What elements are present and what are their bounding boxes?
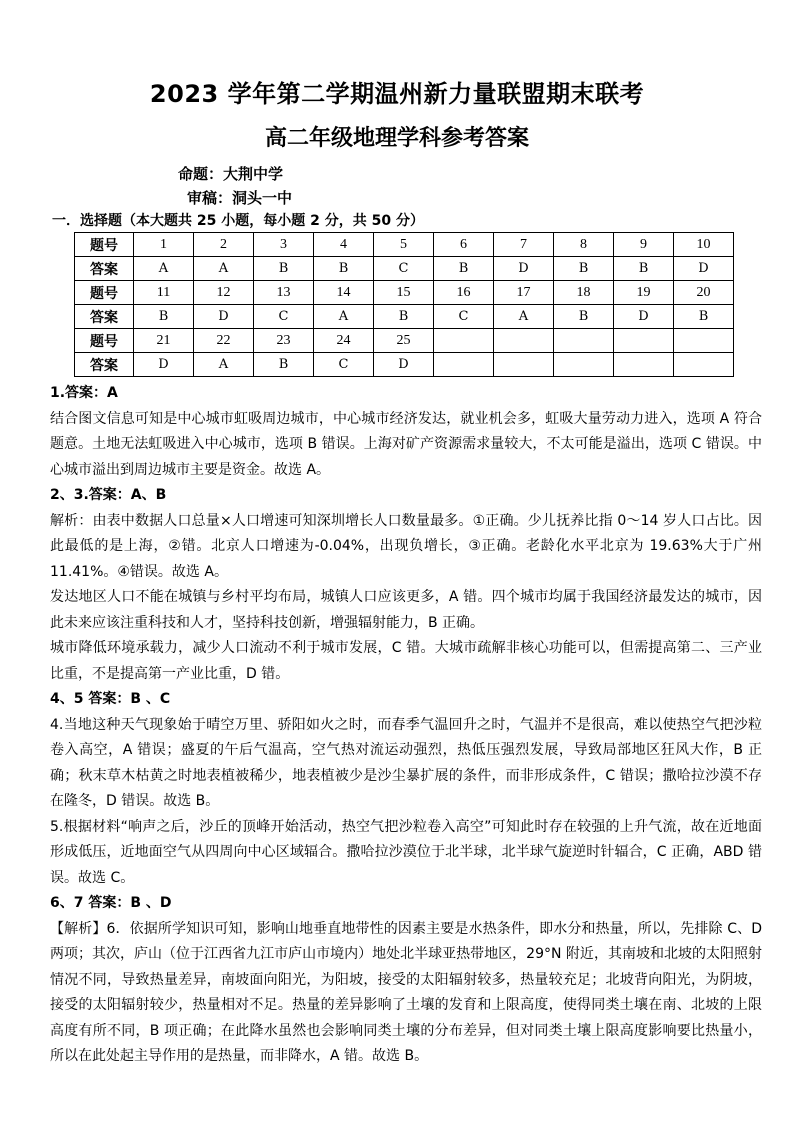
answer-cell: A <box>194 257 254 281</box>
answer-cell: D <box>614 305 674 329</box>
answer-cell: A <box>494 305 554 329</box>
question-number-cell: 9 <box>614 233 674 257</box>
answer-cell: D <box>194 305 254 329</box>
answer-cell <box>434 353 494 377</box>
question-number-row <box>75 233 734 257</box>
question-number-cell: 13 <box>254 281 314 305</box>
question-number-cell: 3 <box>254 233 314 257</box>
document-subtitle: 高二年级地理学科参考答案 <box>264 126 529 151</box>
q1-explanation: 结合图文信息可知是中心城市虹吸周边城市，中心城市经济发达，就业机会多，虹吸大量劳动力进入，选项 A 符合题意。土地无法虹吸进入中心城市，选项 B 错误。上海对矿产资源需求量较大，不太可能是溢出，选项 C 错误。中心城市溢出到周边城市主要是资金。故选 A。 <box>50 410 762 478</box>
question-number-cell: 22 <box>194 329 254 353</box>
answer-cell <box>614 353 674 377</box>
answer-cell: B <box>554 257 614 281</box>
document-title: 2023 学年第二学期温州新力量联盟期末联考 <box>149 80 645 108</box>
question-number-cell: 8 <box>554 233 614 257</box>
answer-cell: A <box>314 305 374 329</box>
question-number-cell: 10 <box>674 233 734 257</box>
answer-cell: B <box>254 257 314 281</box>
row-label-number: 题号 <box>75 281 134 305</box>
question-number-cell <box>554 329 614 353</box>
q4-explanation: 4.当地这种天气现象始于晴空万里、骄阳如火之时，而春季气温回升之时，气温并不是很高，难以使热空气把沙粒卷入高空，A 错误；盛夏的午后气温高，空气热对流运动强烈，热低压强烈发展，导致局部地区狂风大作，B 正确；秋末草木枯黄之时地表植被稀少，地表植被少是沙尘暴扩展的条件，而非形成条件，C 错误；撒哈拉沙漠不存在隆冬，D 错误。故选 B。 <box>50 716 762 809</box>
question-number-cell: 12 <box>194 281 254 305</box>
answer-cell: B <box>614 257 674 281</box>
q4-5-answer-heading: 4、5 答案：B 、C <box>50 691 171 707</box>
answer-table <box>74 232 734 377</box>
row-label-answer: 答案 <box>75 257 134 281</box>
answer-cell: D <box>374 353 434 377</box>
question-number-cell: 20 <box>674 281 734 305</box>
answer-cell: B <box>134 305 194 329</box>
question-number-cell: 18 <box>554 281 614 305</box>
question-number-cell: 2 <box>194 233 254 257</box>
answer-cell: C <box>254 305 314 329</box>
answer-row <box>75 305 734 329</box>
q6-7-answer-heading: 6、7 答案：B 、D <box>50 895 172 911</box>
question-number-cell: 5 <box>374 233 434 257</box>
row-label-number: 题号 <box>75 233 134 257</box>
author-line: 命题：大荆中学 <box>178 165 284 183</box>
answer-cell: B <box>674 305 734 329</box>
row-label-answer: 答案 <box>75 305 134 329</box>
question-number-cell: 11 <box>134 281 194 305</box>
q2-3-explanation-1: 解析：由表中数据人口总量×人口增速可知深圳增长人口数量最多。①正确。少儿抚养比指 0～14 岁人口占比。因此最低的是上海，②错。北京人口增速为-0.04%，出现负增长，③正确。老龄化水平北京为 19.63%大于广州 11.41%。④错误。故选 A。 <box>50 512 762 580</box>
q2-3-explanation-3: 城市降低环境承载力，减少人口流动不利于城市发展，C 错。大城市疏解非核心功能可以，但需提高第二、三产业比重，不是提高第一产业比重，D 错。 <box>50 640 762 682</box>
question-number-cell <box>434 329 494 353</box>
row-label-number: 题号 <box>75 329 134 353</box>
question-number-cell <box>674 329 734 353</box>
question-number-row <box>75 329 734 353</box>
answer-cell: B <box>434 257 494 281</box>
answer-cell: B <box>254 353 314 377</box>
answer-cell <box>554 353 614 377</box>
section-heading: 一．选择题（本大题共 25 小题，每小题 2 分，共 50 分） <box>52 213 424 229</box>
answer-cell: A <box>194 353 254 377</box>
question-number-cell: 25 <box>374 329 434 353</box>
question-number-cell: 4 <box>314 233 374 257</box>
question-number-cell: 23 <box>254 329 314 353</box>
answer-cell: C <box>314 353 374 377</box>
question-number-cell: 15 <box>374 281 434 305</box>
answer-cell: B <box>314 257 374 281</box>
q2-3-answer-heading: 2、3.答案：A、B <box>50 487 167 503</box>
question-number-cell: 24 <box>314 329 374 353</box>
answer-cell: B <box>554 305 614 329</box>
answer-cell: D <box>494 257 554 281</box>
answer-cell <box>674 353 734 377</box>
answer-cell: A <box>134 257 194 281</box>
question-number-row <box>75 281 734 305</box>
answer-row <box>75 353 734 377</box>
question-number-cell: 17 <box>494 281 554 305</box>
q2-3-explanation-2: 发达地区人口不能在城镇与乡村平均布局，城镇人口应该更多，A 错。四个城市均属于我国经济最发达的城市，因此未来应该注重科技和人才，坚持科技创新，增强辐射能力，B 正确。 <box>50 589 762 631</box>
answer-row <box>75 257 734 281</box>
reviewer-line: 审稿：洞头一中 <box>187 189 293 207</box>
question-number-cell: 21 <box>134 329 194 353</box>
q6-explanation: 【解析】6．依据所学知识可知，影响山地垂直地带性的因素主要是水热条件，即水分和热量，所以，先排除 C、D 两项；其次，庐山（位于江西省九江市庐山市境内）地处北半球亚热带地区，29°N 附近，其南坡和北坡的太阳照射情况不同，导致热量差异，南坡面向阳光，为阳坡，接受的太阳辐射较多，热量较充足；北坡背向阳光，为阴坡，接受的太阳辐射较少，热量相对不足。热量的差异影响了土壤的发育和上限高度，使得同类土壤在南、北坡的上限高度有所不同，B 项正确；在此降水虽然也会影响同类土壤的分布差异，但对同类土壤上限高度影响要比热量小，所以在此处起主导作用的是热量，而非降水，A 错。故选 B。 <box>50 920 762 1064</box>
question-number-cell <box>494 329 554 353</box>
answer-cell: D <box>134 353 194 377</box>
answer-cell: C <box>434 305 494 329</box>
row-label-answer: 答案 <box>75 353 134 377</box>
question-number-cell: 7 <box>494 233 554 257</box>
question-number-cell: 19 <box>614 281 674 305</box>
q1-answer-heading: 1.答案：A <box>50 385 118 401</box>
answer-cell: B <box>374 305 434 329</box>
answer-cell: C <box>374 257 434 281</box>
explanations-body <box>50 381 762 1070</box>
question-number-cell: 14 <box>314 281 374 305</box>
answer-table-body <box>75 233 734 377</box>
question-number-cell: 1 <box>134 233 194 257</box>
answer-cell: D <box>674 257 734 281</box>
answer-cell <box>494 353 554 377</box>
question-number-cell <box>614 329 674 353</box>
question-number-cell: 6 <box>434 233 494 257</box>
q5-explanation: 5.根据材料“响声之后，沙丘的顶峰开始活动，热空气把沙粒卷入高空”可知此时存在较强的上升气流，故在近地面形成低压，近地面空气从四周向中心区域辐合。撒哈拉沙漠位于北半球，北半球气旋逆时针辐合，C 正确，ABD 错误。故选 C。 <box>50 818 762 886</box>
question-number-cell: 16 <box>434 281 494 305</box>
